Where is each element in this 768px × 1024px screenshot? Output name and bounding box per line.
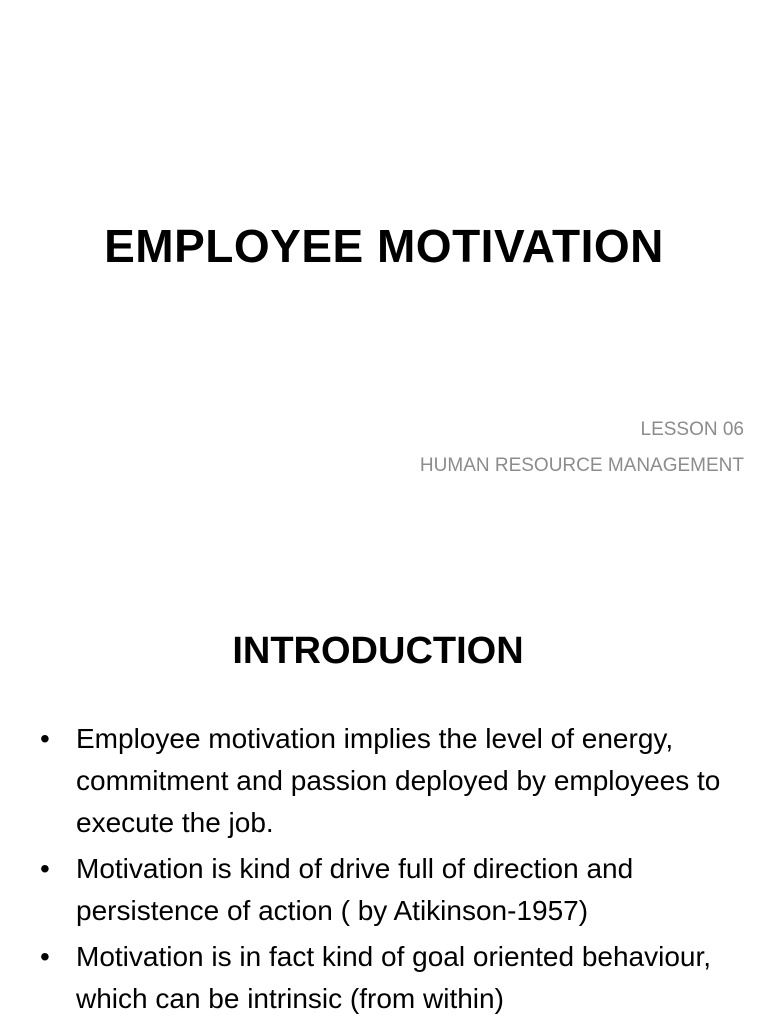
bullet-dot-icon: • (40, 723, 50, 754)
bullet-item (40, 848, 740, 932)
slide-title: EMPLOYEE MOTIVATION (104, 220, 664, 272)
bullet-text: Motivation is in fact kind of goal oriented behaviour, which can be intrinsic (from within) (76, 941, 712, 1014)
bullet-dot-icon: • (40, 853, 50, 884)
slide-subtitle-lesson: LESSON 06 (640, 419, 744, 440)
slide-heading: INTRODUCTION (232, 630, 524, 672)
introduction-slide (0, 576, 768, 1024)
bullet-dot-icon: • (40, 941, 50, 972)
bullet-text: Motivation is kind of drive full of direction and persistence of action ( by Atikinson-1957) (76, 853, 634, 926)
bullet-text: Employee motivation implies the level of energy, commitment and passion deployed by employees to execute the job. (76, 723, 721, 838)
bullet-list (40, 718, 740, 1024)
slide-subtitle-course: HUMAN RESOURCE MANAGEMENT (419, 455, 744, 476)
bullet-item (40, 718, 740, 844)
bullet-item (40, 936, 740, 1020)
